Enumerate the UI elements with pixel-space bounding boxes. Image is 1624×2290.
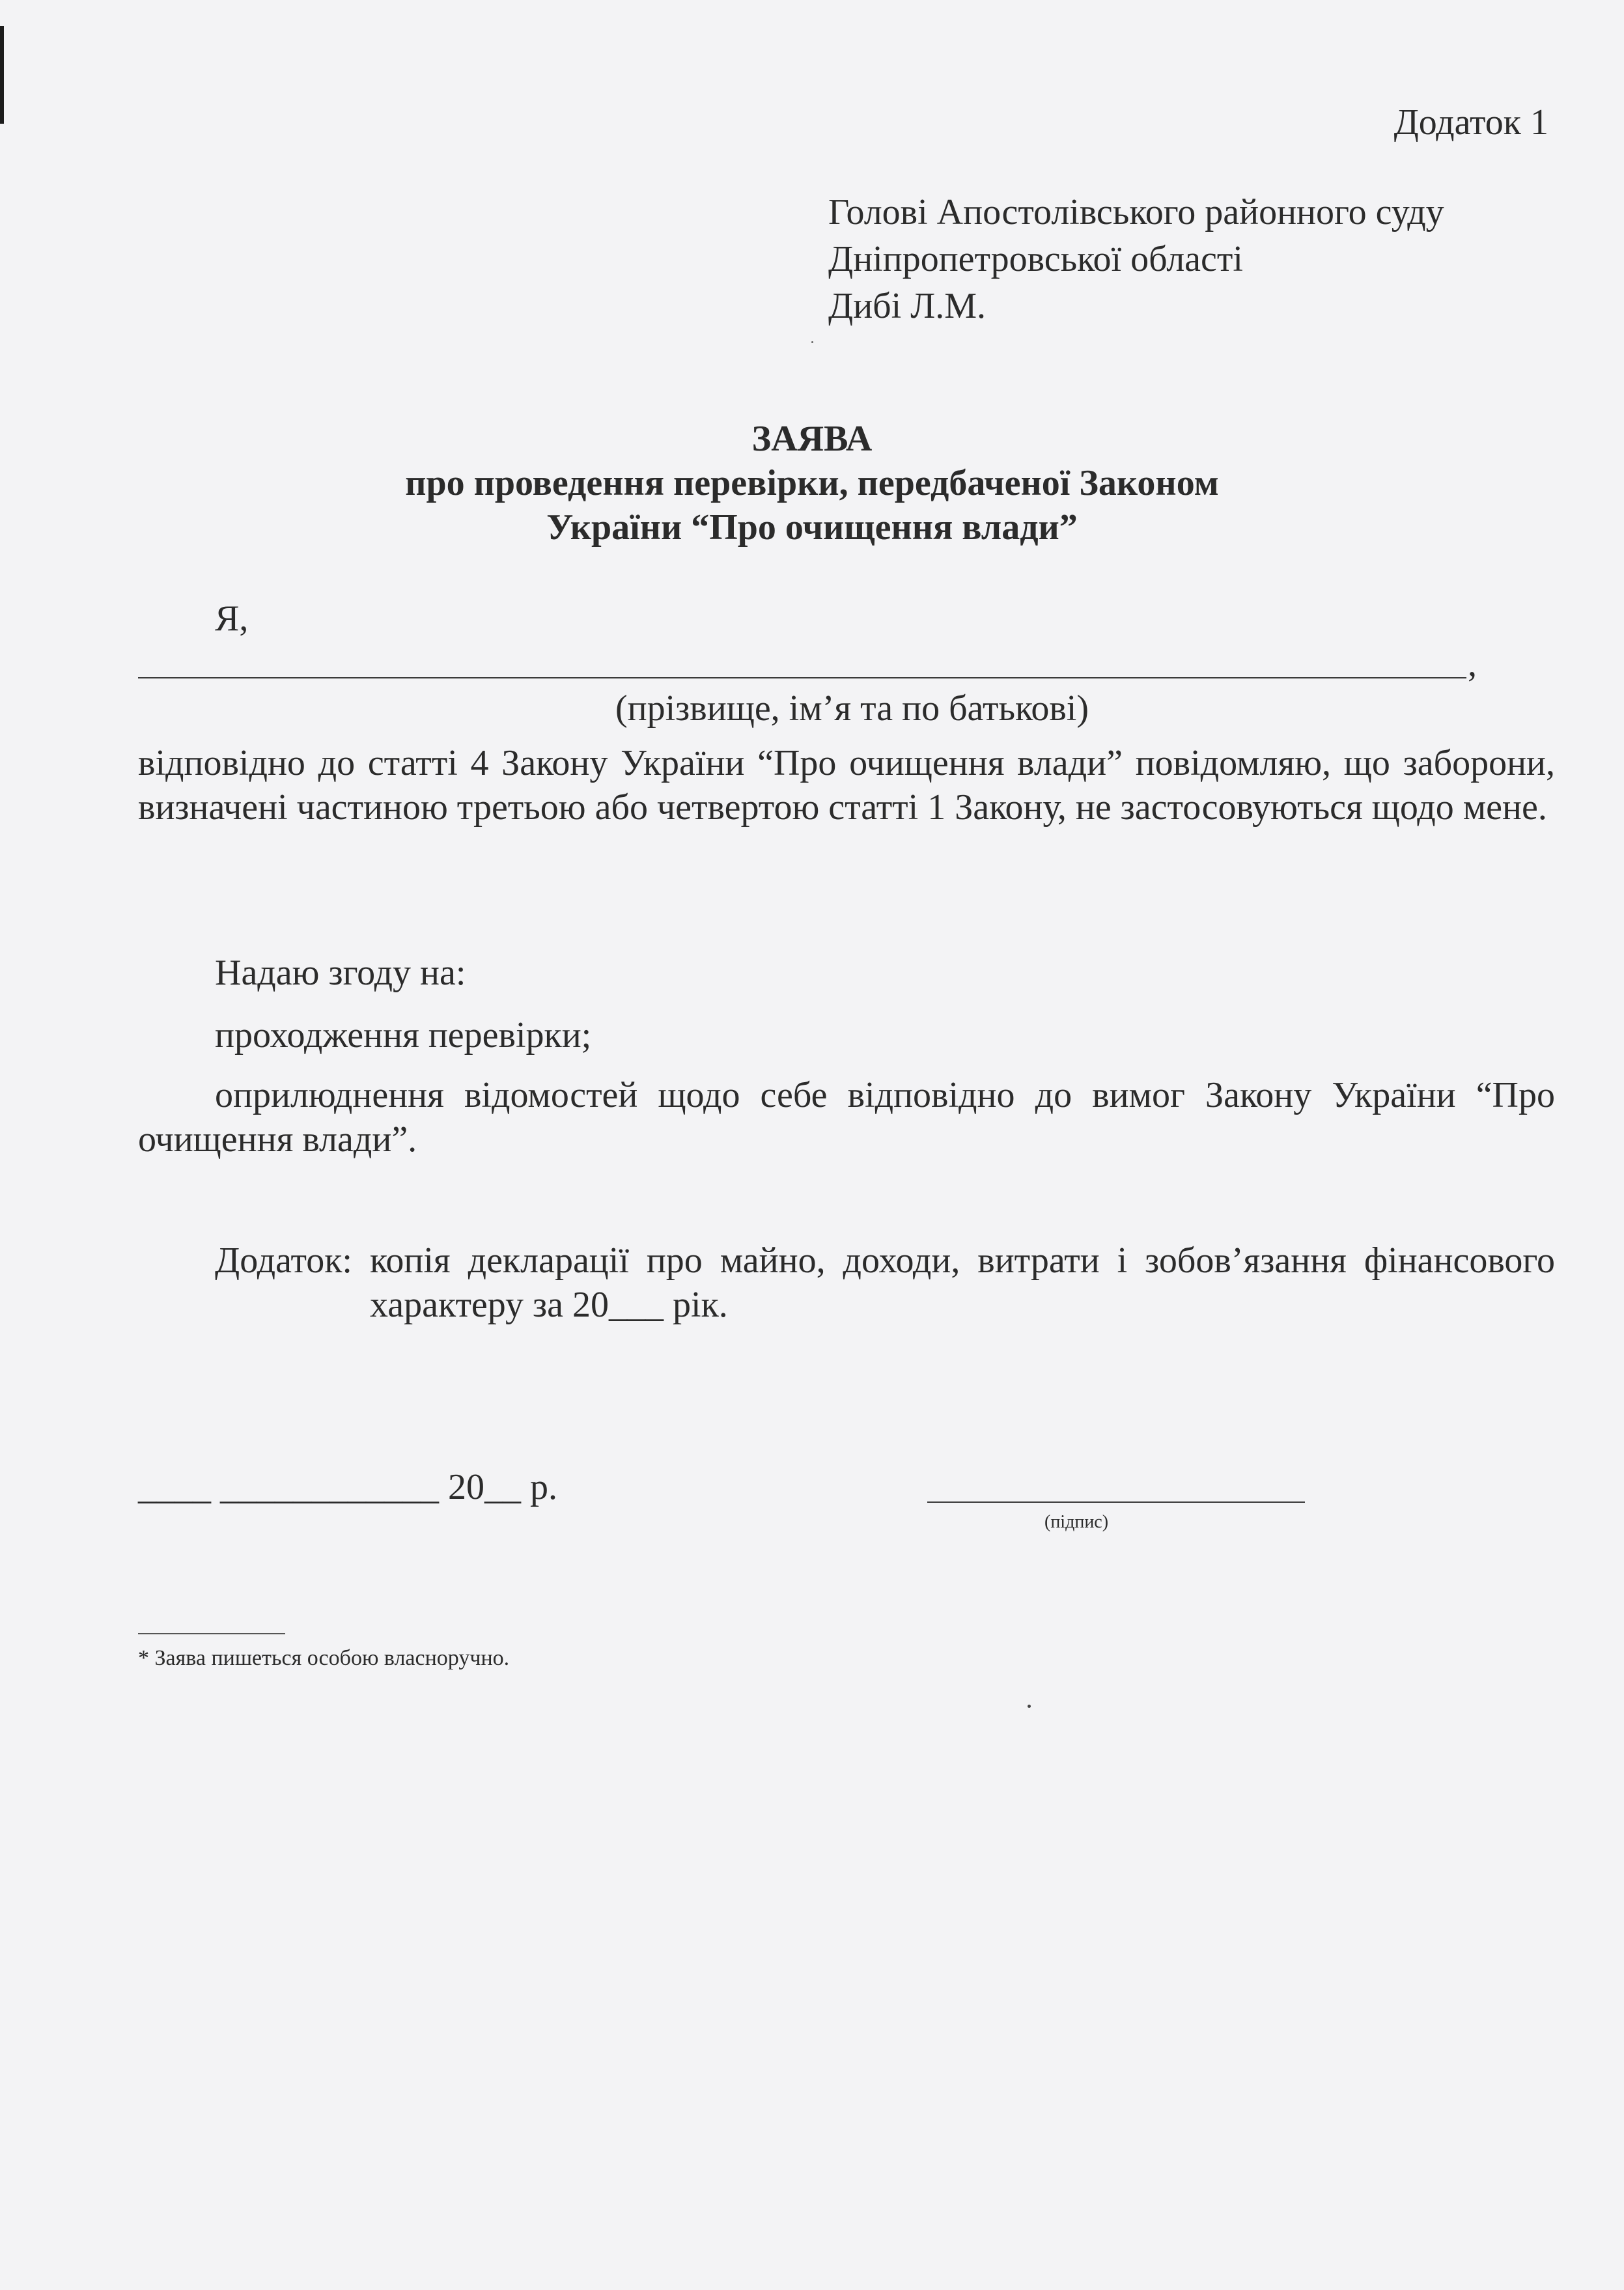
footnote: * Заява пишеться особою власноручно. bbox=[138, 1646, 510, 1670]
addendum-label: Додаток 1 bbox=[1393, 102, 1548, 143]
consent-item: оприлюднення відомостей щодо себе відповідно до вимог Закону України “Про очищення влади”. bbox=[138, 1075, 1555, 1160]
applicant-intro: Я, bbox=[215, 598, 249, 639]
consent-heading: Надаю згоду на: bbox=[215, 953, 466, 993]
scan-speck bbox=[1028, 1705, 1031, 1708]
annex-block bbox=[215, 1238, 1555, 1327]
consent-item: проходження перевірки; bbox=[215, 1015, 592, 1055]
title-line: про проведення перевірки, передбаченої Законом bbox=[405, 463, 1219, 503]
document-title bbox=[0, 417, 1624, 550]
applicant-name-line bbox=[138, 677, 1466, 678]
title-line: України “Про очищення влади” bbox=[546, 507, 1078, 548]
addressee-block bbox=[828, 189, 1444, 329]
statement-paragraph: відповідно до статті 4 Закону України “Про очищення влади” повідомляю, що заборони, визначені частиною третьою або четвертою статті 1 Закону, не застосовуються щодо мене. bbox=[138, 743, 1555, 828]
signature-line bbox=[927, 1501, 1305, 1503]
annex-text: копія декларації про майно, доходи, витрати і зобов’язання фінансового характеру за 20___ рік. bbox=[370, 1240, 1555, 1325]
applicant-name-caption: (прізвище, ім’я та по батькові) bbox=[615, 688, 1089, 729]
addressee-line: Дніпропетровської області bbox=[828, 239, 1243, 279]
scan-speck bbox=[811, 341, 813, 343]
applicant-comma: , bbox=[1468, 644, 1477, 684]
scan-edge-mark bbox=[0, 26, 4, 124]
addressee-line: Голові Апостолівського районного суду bbox=[828, 192, 1444, 232]
title-line: ЗАЯВА bbox=[751, 419, 873, 459]
addressee-line: Дибі Л.М. bbox=[828, 286, 986, 326]
footnote-rule bbox=[138, 1633, 285, 1634]
signature-caption: (підпис) bbox=[1044, 1512, 1109, 1532]
annex-label: Додаток: bbox=[215, 1240, 352, 1281]
date-line: ____ ____________ 20__ р. bbox=[138, 1467, 557, 1507]
